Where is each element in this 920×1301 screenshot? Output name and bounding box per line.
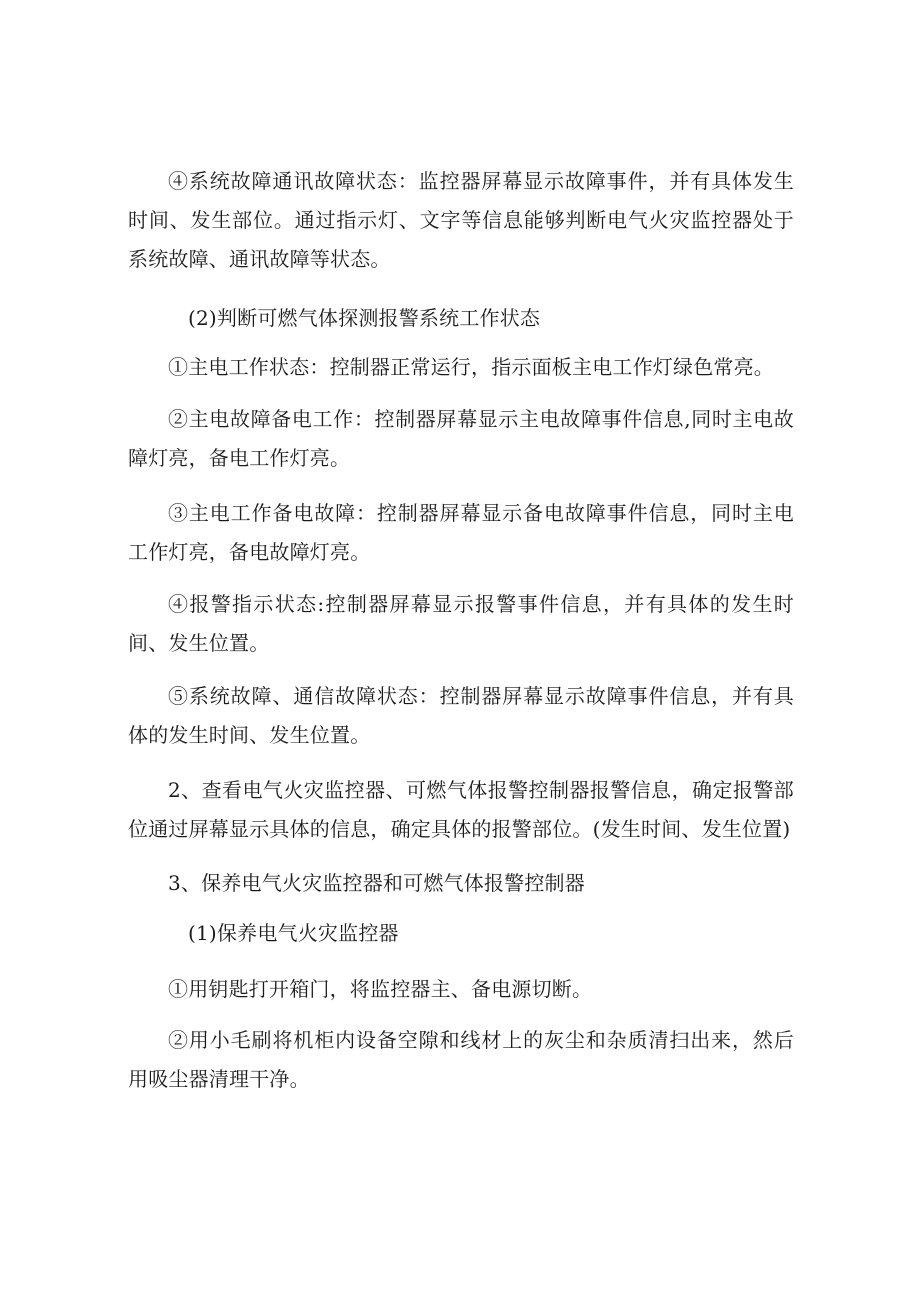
paragraph-clean-dust: ②用小毛刷将机柜内设备空隙和线材上的灰尘和杂质清扫出来，然后用吸尘器清理干净。	[128, 1028, 794, 1091]
section-heading-maintenance: 3、保养电气火灾监控器和可燃气体报警控制器	[168, 871, 585, 895]
paragraph-backup-power-fault: ③主电工作备电故障：控制器屏幕显示备电故障事件信息，同时主电工作灯亮，备电故障灯亮。	[128, 501, 794, 564]
paragraph-open-cabinet: ①用钥匙打开箱门，将监控器主、备电源切断。	[168, 977, 593, 1001]
paragraph-check-alarm-info: 2、查看电气火灾监控器、可燃气体报警控制器报警信息，确定报警部位通过屏幕显示具体的信息，确定具体的报警部位。(发生时间、发生位置)	[128, 778, 794, 841]
paragraph-main-power-fault: ②主电故障备电工作：控制器屏幕显示主电故障事件信息,同时主电故障灯亮，备电工作灯亮。	[128, 407, 794, 470]
subsection-heading-maintain-monitor: (1)保养电气火灾监控器	[188, 921, 399, 945]
paragraph-system-fault-status: ④系统故障通讯故障状态：监控器屏幕显示故障事件，并有具体发生时间、发生部位。通过指示灯、文字等信息能够判断电气火灾监控器处于系统故障、通讯故障等状态。	[128, 169, 794, 271]
paragraph-communication-fault: ⑤系统故障、通信故障状态：控制器屏幕显示故障事件信息，并有具体的发生时间、发生位置。	[128, 684, 794, 747]
paragraph-alarm-indication: ④报警指示状态:控制器屏幕显示报警事件信息，并有具体的发生时间、发生位置。	[128, 592, 794, 655]
paragraph-main-power-status: ①主电工作状态：控制器正常运行，指示面板主电工作灯绿色常亮。	[168, 355, 774, 379]
section-heading-gas-detection-status: (2)判断可燃气体探测报警系统工作状态	[188, 306, 541, 330]
